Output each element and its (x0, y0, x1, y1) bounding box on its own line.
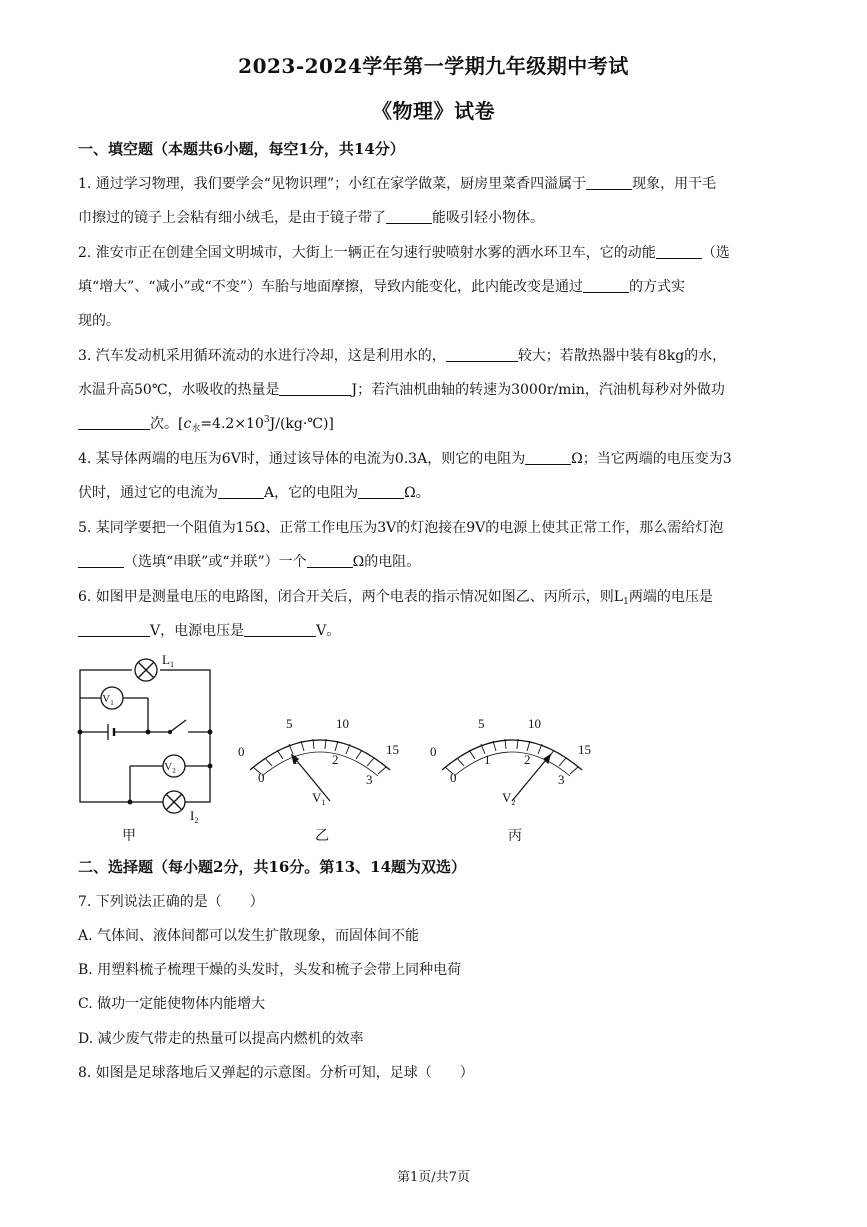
q1-text-d: 能吸引轻小物体。 (432, 210, 544, 226)
answer-blank[interactable] (279, 380, 351, 396)
q2-line3 (78, 310, 120, 330)
q3-text-a: 3. 汽车发动机采用循环流动的水进行冷却，这是利用水的， (78, 348, 446, 364)
q2-line2 (78, 276, 685, 296)
label-l2: $I_2$ (190, 808, 199, 825)
exam-subtitle: 《物理》试卷 (372, 99, 495, 123)
q6-text-b: 两端的电压是 (628, 589, 713, 605)
v1-outer-tick-10: 10 (336, 716, 349, 731)
v2-needle-label: $V_2$ (502, 790, 516, 807)
v1-outer-tick-15: 15 (386, 742, 399, 757)
q2-text-a: 2. 淮安市正在创建全国文明城市，大街上一辆正在匀速行驶喷射水雾的洒水环卫车，它的动能 (78, 245, 656, 261)
answer-blank[interactable] (386, 208, 432, 224)
q3-c-exp: 3 (263, 415, 270, 425)
caption-bing: 丙 (508, 829, 522, 844)
v2-inner-tick-1: 1 (484, 752, 491, 767)
v2-outer-tick-5: 5 (478, 716, 485, 731)
q5-text-b: （选填“串联”或“并联”）一个 (124, 554, 307, 570)
v2-needle (512, 755, 550, 801)
q4-text-a: 4. 某导体两端的电压为6V时，通过该导体的电流为0.3A，则它的电阻为 (78, 451, 526, 467)
q5-line1 (78, 517, 723, 537)
section1-heading: 一、填空题（本题共6小题，每空1分，共14分） (78, 140, 405, 158)
q7-stem: 7. 下列说法正确的是（ ） (78, 894, 264, 910)
v2-inner-tick-0: 0 (450, 770, 457, 785)
q7-option-a[interactable]: A. 气体间、液体间都可以发生扩散现象，而固体间不能 (78, 928, 420, 944)
caption-yi: 乙 (315, 829, 329, 844)
q4-line2 (78, 482, 430, 502)
q4-text-e: Ω。 (404, 485, 430, 501)
q7-option-d[interactable]: D. 减少废气带走的热量可以提高内燃机的效率 (78, 1031, 364, 1047)
q6-text-a: 6. 如图甲是测量电压的电路图，闭合开关后，两个电表的指示情况如图乙、丙所示，则L (78, 589, 624, 605)
answer-blank[interactable] (244, 621, 316, 637)
switch-blade (170, 720, 186, 732)
answer-blank[interactable] (583, 277, 629, 293)
label-l1: $L_1$ (162, 652, 174, 669)
v1-needle-label: $V_1$ (312, 790, 326, 807)
label-v1: $V_1$ (102, 693, 114, 707)
answer-blank[interactable] (78, 552, 124, 568)
q3-c-value: =4.2×10 (200, 416, 264, 432)
q6-line1 (78, 586, 713, 607)
section2-heading: 二、选择题（每小题2分，共16分。第13、14题为双选） (78, 858, 467, 876)
dial-arc-inner (262, 752, 378, 776)
v1-inner-tick-2: 2 (332, 752, 339, 767)
caption-jia: 甲 (122, 829, 136, 844)
q6-text-c: V，电源电压是 (150, 623, 245, 639)
circuit-diagram (78, 658, 212, 813)
q3-c-sub: 水 (191, 424, 201, 434)
label-v2: $V_2$ (164, 761, 176, 775)
q5-line2 (78, 551, 420, 571)
q3-line1 (78, 345, 726, 365)
q2-line1 (78, 242, 730, 262)
q6-text-d: V。 (316, 623, 341, 639)
q6-figure (70, 648, 610, 846)
q1-line2 (78, 207, 544, 227)
q1-text-b: 现象，用干毛 (632, 176, 717, 192)
q3-text-e: 次。[ (150, 416, 184, 432)
q2-text-d: 的方式实 (628, 279, 685, 295)
q2-text-c: 填“增大”、“减小”或“不变”）车胎与地面摩擦，导致内能变化，此内能改变是通过 (78, 279, 583, 295)
q4-text-c: 伏时，通过它的电流为 (78, 485, 218, 501)
q5-text-a: 5. 某同学要把一个阻值为15Ω、正常工作电压为3V的灯泡接在9V的电源上使其正常工作，那么需给灯泡 (78, 520, 724, 536)
q4-text-b: Ω；当它两端的电压变为3 (571, 451, 732, 467)
q1-text-a: 1. 通过学习物理，我们要学会“见物识理”；小红在家学做菜，厨房里菜香四溢属于 (78, 176, 587, 192)
answer-blank[interactable] (78, 414, 150, 430)
q1-line1 (78, 173, 716, 193)
q3-text-b: 较大；若散热器中装有8kg的水， (517, 348, 727, 364)
q3-line2 (78, 379, 725, 399)
page-footer: 第1页/共7页 (397, 1170, 470, 1185)
q6-l1-sub: 1 (623, 597, 629, 607)
answer-blank[interactable] (78, 621, 150, 637)
answer-blank[interactable] (358, 483, 404, 499)
q3-c-unit: J/(kg·℃)] (269, 416, 334, 432)
switch-pivot (169, 731, 172, 734)
answer-blank[interactable] (307, 552, 353, 568)
q3-c-symbol: c (183, 416, 192, 432)
v1-inner-tick-3: 3 (366, 772, 373, 787)
q3-text-d: J；若汽油机曲轴的转速为3000r/min，汽油机每秒对外做功 (351, 382, 725, 398)
q6-line2 (78, 620, 340, 640)
exam-title: 2023-2024学年第一学期九年级期中考试 (238, 54, 629, 78)
v2-inner-tick-2: 2 (524, 752, 531, 767)
q1-text-c: 巾擦过的镜子上会粘有细小绒毛，是由于镜子带了 (78, 210, 386, 226)
v2-inner-tick-3: 3 (558, 772, 565, 787)
v2-outer-tick-10: 10 (528, 716, 541, 731)
v2-outer-tick-0: 0 (430, 744, 437, 759)
voltmeter-dial-v2 (442, 739, 582, 801)
answer-blank[interactable] (586, 174, 632, 190)
q8-stem: 8. 如图是足球落地后又弹起的示意图。分析可知，足球（ ） (78, 1065, 474, 1081)
q7-option-c[interactable]: C. 做功一定能使物体内能增大 (78, 996, 266, 1012)
circuit-outer-wire (80, 670, 210, 802)
dial-arc-inner (454, 752, 570, 776)
q2-text-e: 现的。 (78, 313, 120, 329)
q4-text-d: A，它的电阻为 (264, 485, 359, 501)
v2-outer-tick-15: 15 (578, 742, 591, 757)
v1-outer-tick-5: 5 (286, 716, 293, 731)
answer-blank[interactable] (218, 483, 264, 499)
answer-blank[interactable] (656, 243, 702, 259)
v1-outer-tick-0: 0 (238, 744, 245, 759)
q7-option-b[interactable]: B. 用塑料梳子梳理干燥的头发时，头发和梳子会带上同种电荷 (78, 962, 462, 978)
q3-text-c: 水温升高50℃，水吸收的热量是 (78, 382, 280, 398)
v1-inner-tick-1: 1 (292, 752, 299, 767)
q4-line1 (78, 448, 732, 468)
q3-line3 (78, 413, 334, 434)
answer-blank[interactable] (446, 346, 518, 362)
q2-text-b: （选 (701, 245, 730, 261)
answer-blank[interactable] (525, 449, 571, 465)
v1-inner-tick-0: 0 (258, 770, 265, 785)
q5-text-c: Ω的电阻。 (352, 554, 421, 570)
